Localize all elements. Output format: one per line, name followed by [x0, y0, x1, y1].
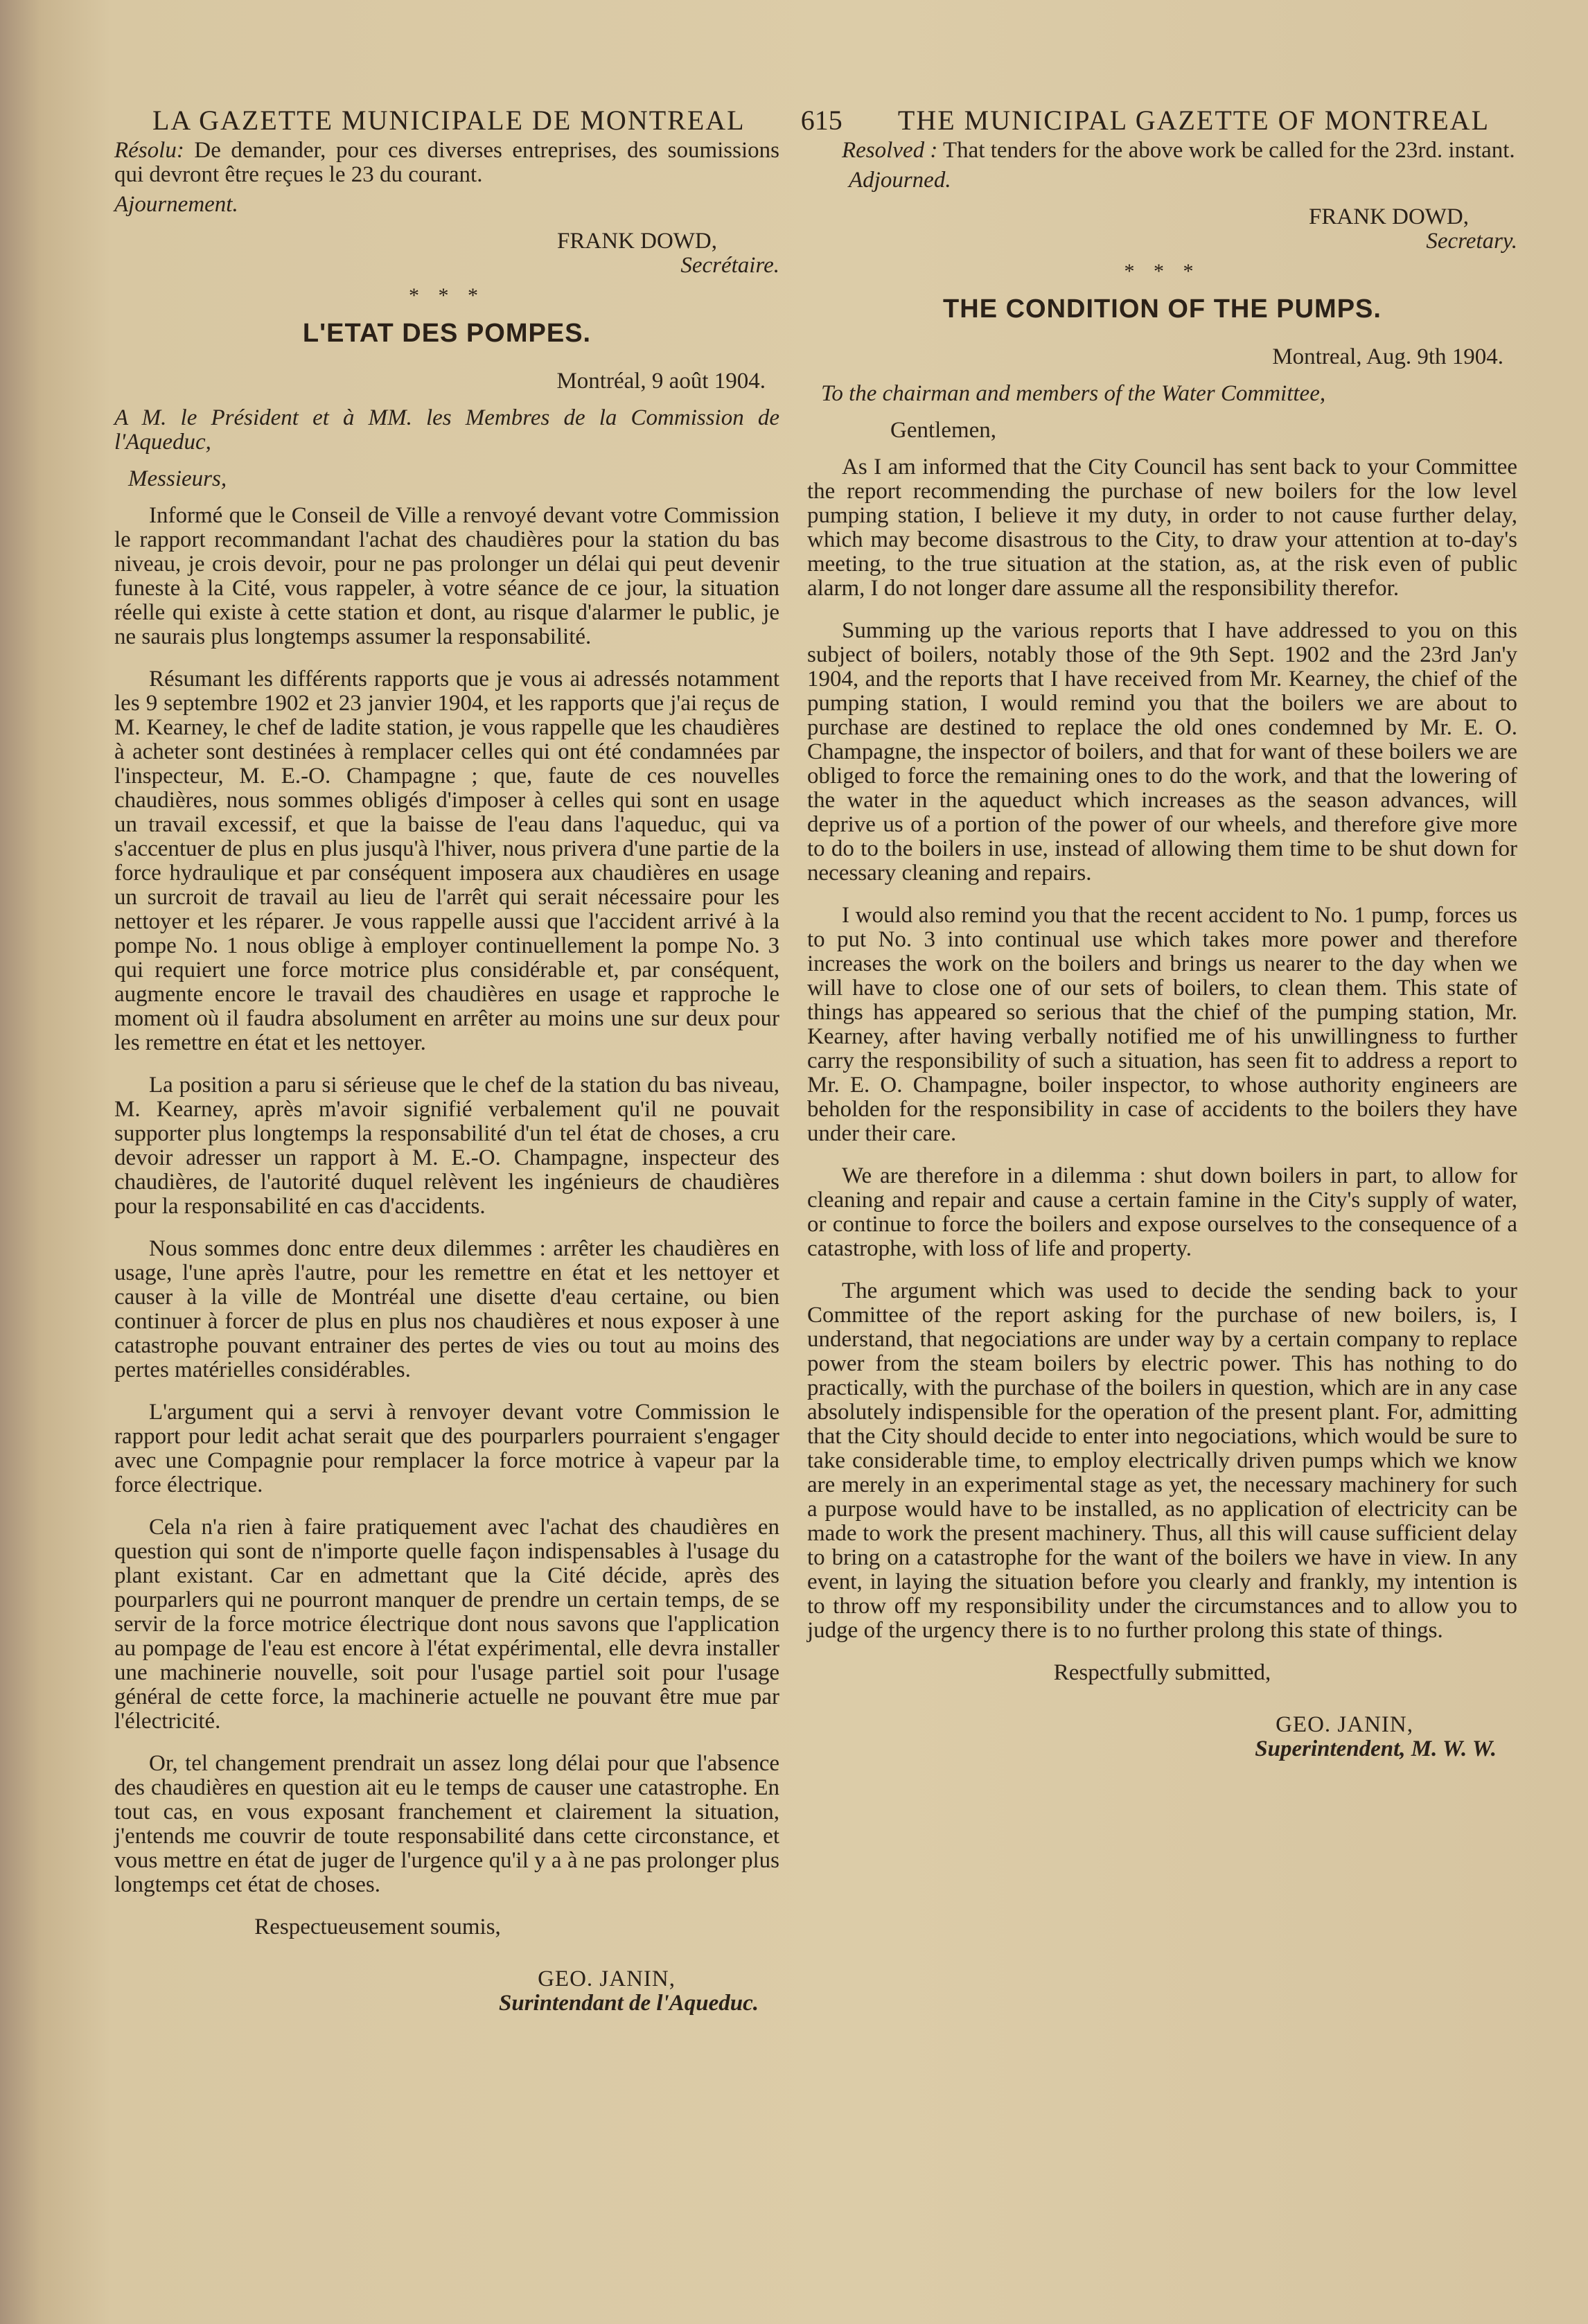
- en-salutation: Gentlemen,: [890, 418, 997, 443]
- en-resolved-label: Resolved :: [842, 138, 938, 163]
- fr-secretary-title: Secrétaire.: [680, 253, 779, 278]
- fr-dateline: Montréal, 9 août 1904.: [556, 369, 766, 394]
- fr-addressee: A M. le Président et à MM. les Membres de la Commission de l'Aqueduc,: [114, 405, 779, 455]
- fr-signer-title: Surintendant de l'Aqueduc.: [498, 1991, 759, 2016]
- en-secretary-name: FRANK DOWD,: [1309, 204, 1469, 229]
- fr-paragraph: L'argument qui a servi à renvoyer devant votre Commission le rapport pour ledit achat serait que des pourparlers pourraient s'engager avec une Compagnie pour remplacer la force motrice à vapeur par la force électrique.: [114, 1400, 779, 1497]
- en-resolution: [807, 139, 1517, 163]
- en-paragraph: We are therefore in a dilemma : shut down boilers in part, to allow for cleaning and repair and cause a certain famine in the City's supply of water, or continue to force the boilers and expose ourselves to the consequence of a catastrophe, with loss of life and property.: [807, 1163, 1517, 1261]
- en-secretary-title: Secretary.: [1426, 229, 1517, 254]
- en-addressee: To the chairman and members of the Water Committee,: [821, 381, 1326, 406]
- header-title-french: LA GAZETTE MUNICIPALE DE MONTREAL: [152, 105, 746, 136]
- fr-paragraph: La position a paru si sérieuse que le chef de la station du bas niveau, M. Kearney, après m'avoir signifié verbalement qu'il ne pouvait supporter plus longtemps la responsabilité d'un tel état de choses, a cru devoir adresser un rapport à M. E.-O. Champagne, inspecteur des chaudières, de l'autorité duquel relèvent les ingénieurs de chaudières pour la responsabilité en cas d'accidents.: [114, 1073, 779, 1219]
- en-adjourn: Adjourned.: [849, 168, 951, 193]
- en-paragraph: As I am informed that the City Council has sent back to your Committee the report recommending the purchase of new boilers for the low level pumping station, I believe it my duty, in order to not cause further delay, which may become disastrous to the City, to draw your attention at to-day's meeting, to the true situation at the station, as, at the risk even of public alarm, I do not longer dare assume all the responsibility therefor.: [807, 455, 1517, 601]
- fr-paragraph: Résumant les différents rapports que je vous ai adressés notamment les 9 septembre 1902 et 23 janvier 1904, et les rapports que j'ai reçus de M. Kearney, le chef de ladite station, je vous rappelle que les chaudières à acheter sont destinées à remplacer celles qui ont été condamnées par l'inspecteur, M. E.-O. Champagne ; que, faute de ces nouvelles chaudières, nous sommes obligés d'imposer à celles qui sont en usage un travail excessif, et que la baisse de l'eau dans l'aqueduc, qui va s'accentuer de plus en plus jusqu'à l'hiver, nous privera d'une partie de la force hydraulique et par conséquent imposera aux chaudières en usage un surcroit de travail au lieu de l'arrêt qui serait nécessaire pour les nettoyer et les réparer. Je vous rappelle aussi que l'accident arrivé à la pompe No. 1 nous oblige à employer continuellement la pompe No. 3 qui requiert une force motrice plus considérable et, par conséquent, augmente encore le travail des chaudières en usage et rapproche le moment où il faudra absolument en arrêter au moins une sur deux pour les remettre en état et les nettoyer.: [114, 667, 779, 1055]
- fr-resolution: [114, 139, 779, 187]
- english-column: [807, 139, 1517, 1761]
- en-dateline: Montreal, Aug. 9th 1904.: [1272, 344, 1503, 369]
- en-section-title: THE CONDITION OF THE PUMPS.: [943, 294, 1382, 324]
- fr-section-title: L'ETAT DES POMPES.: [302, 319, 592, 348]
- fr-paragraph: Nous sommes donc entre deux dilemmes : arrêter les chaudières en usage, l'une après l'autre, pour les remettre en état et les nettoyer et causer à la ville de Montréal une disette d'eau certaine, ou bien continuer à forcer de plus en plus nos chaudières et nous exposer à une catastrophe pouvant entrainer des pertes de vies ou tout au moins des pertes matérielles considérables.: [114, 1236, 779, 1382]
- fr-paragraph: Or, tel changement prendrait un assez long délai pour que l'absence des chaudières en question ait eu le temps de causer une catastrophe. En tout cas, en vous exposant franchement et clairement la situation, j'entends me couvrir de toute responsabilité dans cette circonstance, et vous mettre en état de juger de l'urgence qu'il y a à ne pas prolonger plus longtemps cet état de choses.: [114, 1751, 779, 1897]
- fr-resolu-label: Résolu:: [114, 138, 184, 163]
- en-resolved-text: That tenders for the above work be called for the 23rd. instant.: [943, 138, 1515, 163]
- fr-secretary-name: FRANK DOWD,: [557, 229, 717, 254]
- en-closing: Respectfully submitted,: [1053, 1660, 1271, 1685]
- fr-separator: * * *: [409, 284, 485, 307]
- fr-signer-name: GEO. JANIN,: [538, 1966, 676, 1991]
- en-paragraph: Summing up the various reports that I have addressed to you on this subject of boilers, notably those of the 9th Sept. 1902 and the 23rd Jan'y 1904, and the reports that I have received from Mr. Kearney, the chief of the pumping station, I would remind you that the boilers we are about to purchase are destined to replace the old ones condemned by Mr. E. O. Champagne, the inspector of boilers, and that for want of these boilers we are obliged to force the remaining ones to do the work, and that the lowering of the water in the aqueduct which increases as the season advances, will deprive us of a portion of the power of our wheels, and therefore give more to do to the boilers in use, instead of allowing them time to be shut down for necessary cleaning and repairs.: [807, 618, 1517, 886]
- en-paragraph: The argument which was used to decide the sending back to your Committee of the report asking for the purchase of new boilers, is, I understand, that negociations are under way by a certain company to replace power from the steam boilers by electric power. This has nothing to do practically, with the purchase of the boilers in question, which are in any case absolutely indispensible for the operation of the present plant. For, admitting that the City should decide to enter into negociations, which would be sure to take considerable time, to employ electrically driven pumps which we know are merely in an experimental stage as yet, the necessary machinery for such a purpose would have to be installed, as no application of electricity can be made to work the present machinery. Thus, all this will cause sufficient delay to bring on a catastrophe for the want of the boilers we have in view. In any event, in laying the situation before you clearly and frankly, my intention is to throw off my responsibility under the circumstances and to allow you to judge of the urgency there is to no further prolong this state of things.: [807, 1278, 1517, 1643]
- page-number: 615: [800, 105, 842, 136]
- fr-paragraph: Cela n'a rien à faire pratiquement avec l'achat des chaudières en question qui sont de n'importe quelle façon indispensables à l'usage du plant existant. Car en admettant que la Cité décide, après des pourparlers qui ne pourront manquer de prendre un certain temps, de se servir de la force motrice électrique dont nous savons que l'application au pompage de l'eau est encore à l'état expérimental, elle devra installer une machinerie nouvelle, soit pour l'usage partiel soit pour l'usage général de cette force, la machinerie actuelle ne pouvant être mue par l'électricité.: [114, 1515, 779, 1734]
- fr-closing: Respectueusement soumis,: [254, 1914, 501, 1939]
- en-paragraph: I would also remind you that the recent accident to No. 1 pump, forces us to put No. 3 into continual use which takes more power and therefore increases the work on the boilers and brings us nearer to the day when we will have to close one of our sets of boilers, to clean them. This state of things has appeared so serious that the chief of the pumping station, Mr. Kearney, after having verbally notified me of his unwillingness to further carry the responsibility of such a situation, has seen fit to address a report to Mr. E. O. Champagne, boiler inspector, to whose authority engineers are beholden for the responsibility in case of accidents to the boilers they have under their care.: [807, 903, 1517, 1146]
- french-column: [114, 139, 779, 2016]
- page-header: [152, 104, 1490, 137]
- en-signer-name: GEO. JANIN,: [1276, 1712, 1413, 1737]
- fr-resolu-text: De demander, pour ces diverses entreprises, des soumissions qui devront être reçues le 23 du courant.: [114, 138, 779, 187]
- fr-adjourn: Ajournement.: [114, 192, 238, 217]
- fr-paragraph: Informé que le Conseil de Ville a renvoyé devant votre Commission le rapport recommandant l'achat des chaudières pour la station du bas niveau, je crois devoir, pour ne pas prolonger un délai qui peut devenir funeste à la Cité, vous rappeler, à votre séance de ce jour, la situation réelle qui existe à cette station et dont, au risque d'alarmer le public, je ne saurais plus longtemps assumer la responsabilité.: [114, 503, 779, 649]
- en-signer-title: Superintendent, M. W. W.: [1255, 1736, 1497, 1761]
- header-title-english: THE MUNICIPAL GAZETTE OF MONTREAL: [897, 105, 1490, 136]
- en-separator: * * *: [1124, 260, 1201, 283]
- fr-salutation: Messieurs,: [128, 466, 227, 491]
